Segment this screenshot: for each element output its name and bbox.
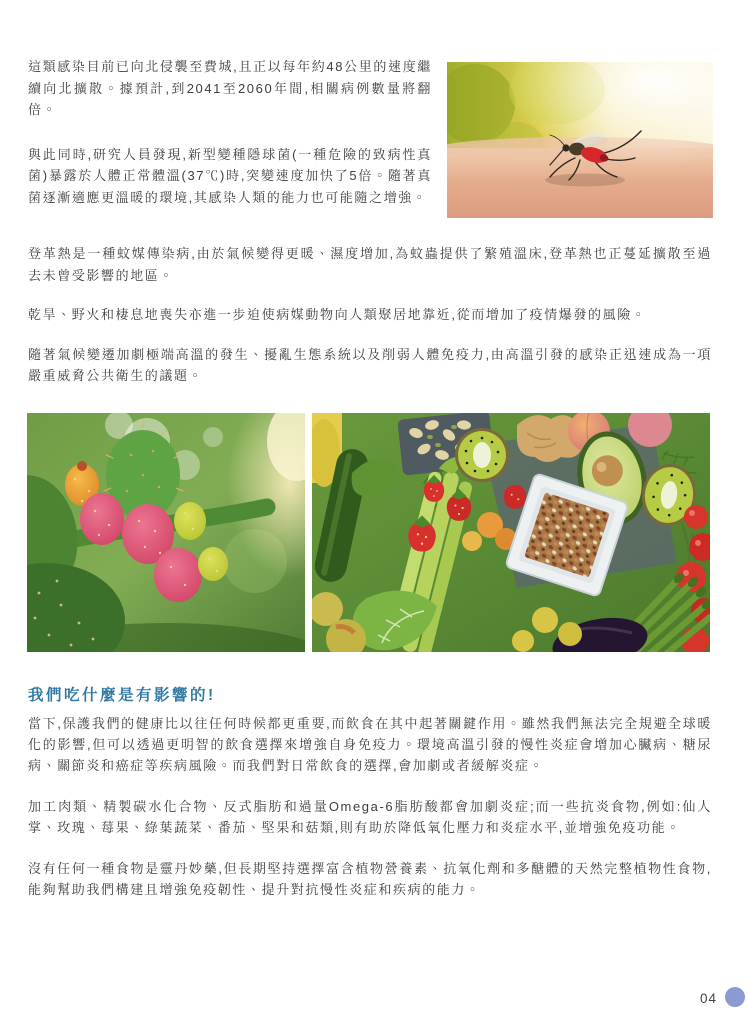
page-corner-dot: [725, 987, 745, 1007]
intro-paragraph-1: 這類感染目前已向北侵襲至費城,且正以每年約48公里的速度繼續向北擴散。據預計,到2041至2060年間,相關病例數量將翻倍。: [28, 59, 432, 117]
cactus-photo-illustration: [27, 413, 305, 652]
mosquito-photo: [447, 62, 713, 218]
diet-paragraph-3: 沒有任何一種食物是靈丹妙藥,但長期堅持選擇富含植物營養素、抗氧化劑和多醣體的天然完整植物性食物,能夠幫助我們構建且增強免疫韌性、提升對抗慢性炎症和疾病的能力。: [28, 861, 712, 897]
dengue-paragraph: 登革熱是一種蚊媒傳染病,由於氣候變得更暖、濕度增加,為蚊蟲提供了繁殖溫床,登革熱也正蔓延擴散至過去未曾受影響的地區。: [28, 246, 712, 283]
climate-heat-paragraph: 隨著氣候變遷加劇極端高溫的發生、擾亂生態系統以及削弱人體免疫力,由高溫引發的感染正迅速成為一項嚴重威脅公共衛生的議題。: [28, 346, 712, 383]
intro-paragraph-2: 與此同時,研究人員發現,新型變種隱球菌(一種危險的致病性真菌)暴露於人體正常體溫(37℃)時,突變速度加快了5倍。隨著真菌逐漸適應更溫暖的環境,其感染人類的能力也可能隨之增強。: [28, 146, 432, 205]
produce-photo-illustration: [312, 413, 710, 652]
diet-section-body: [28, 713, 712, 900]
cactus-photo: [27, 413, 305, 652]
mid-text-block: [28, 243, 712, 405]
drought-paragraph: 乾旱、野火和棲息地喪失亦進一步迫使病媒動物向人類聚居地靠近,從而增加了疫情爆發的風險。: [28, 307, 647, 322]
mosquito-photo-illustration: [447, 62, 713, 218]
intro-text-block: [28, 56, 432, 208]
page-number: 04: [699, 991, 717, 1006]
diet-paragraph-2: 加工肉類、精製碳水化合物、反式脂肪和過量Omega-6脂肪酸都會加劇炎症;而一些抗炎食物,例如:仙人掌、玫瑰、莓果、綠葉蔬菜、番茄、堅果和菇類,則有助於降低氧化壓力和炎症水平,並增強免疫功能。: [28, 799, 712, 835]
diet-section: [28, 683, 712, 920]
produce-photo: [312, 413, 710, 652]
diet-paragraph-1: 當下,保護我們的健康比以往任何時候都更重要,而飲食在其中起著關鍵作用。雖然我們無法完全規避全球暖化的影響,但可以透過更明智的飲食選擇來增強自身免疫力。環境高溫引發的慢性炎症會增加心臟病、糖尿病、關節炎和癌症等疾病風險。而我們對日常飲食的選擇,會加劇或者緩解炎症。: [28, 716, 712, 773]
diet-section-heading: 我們吃什麼是有影響的!: [28, 687, 216, 704]
